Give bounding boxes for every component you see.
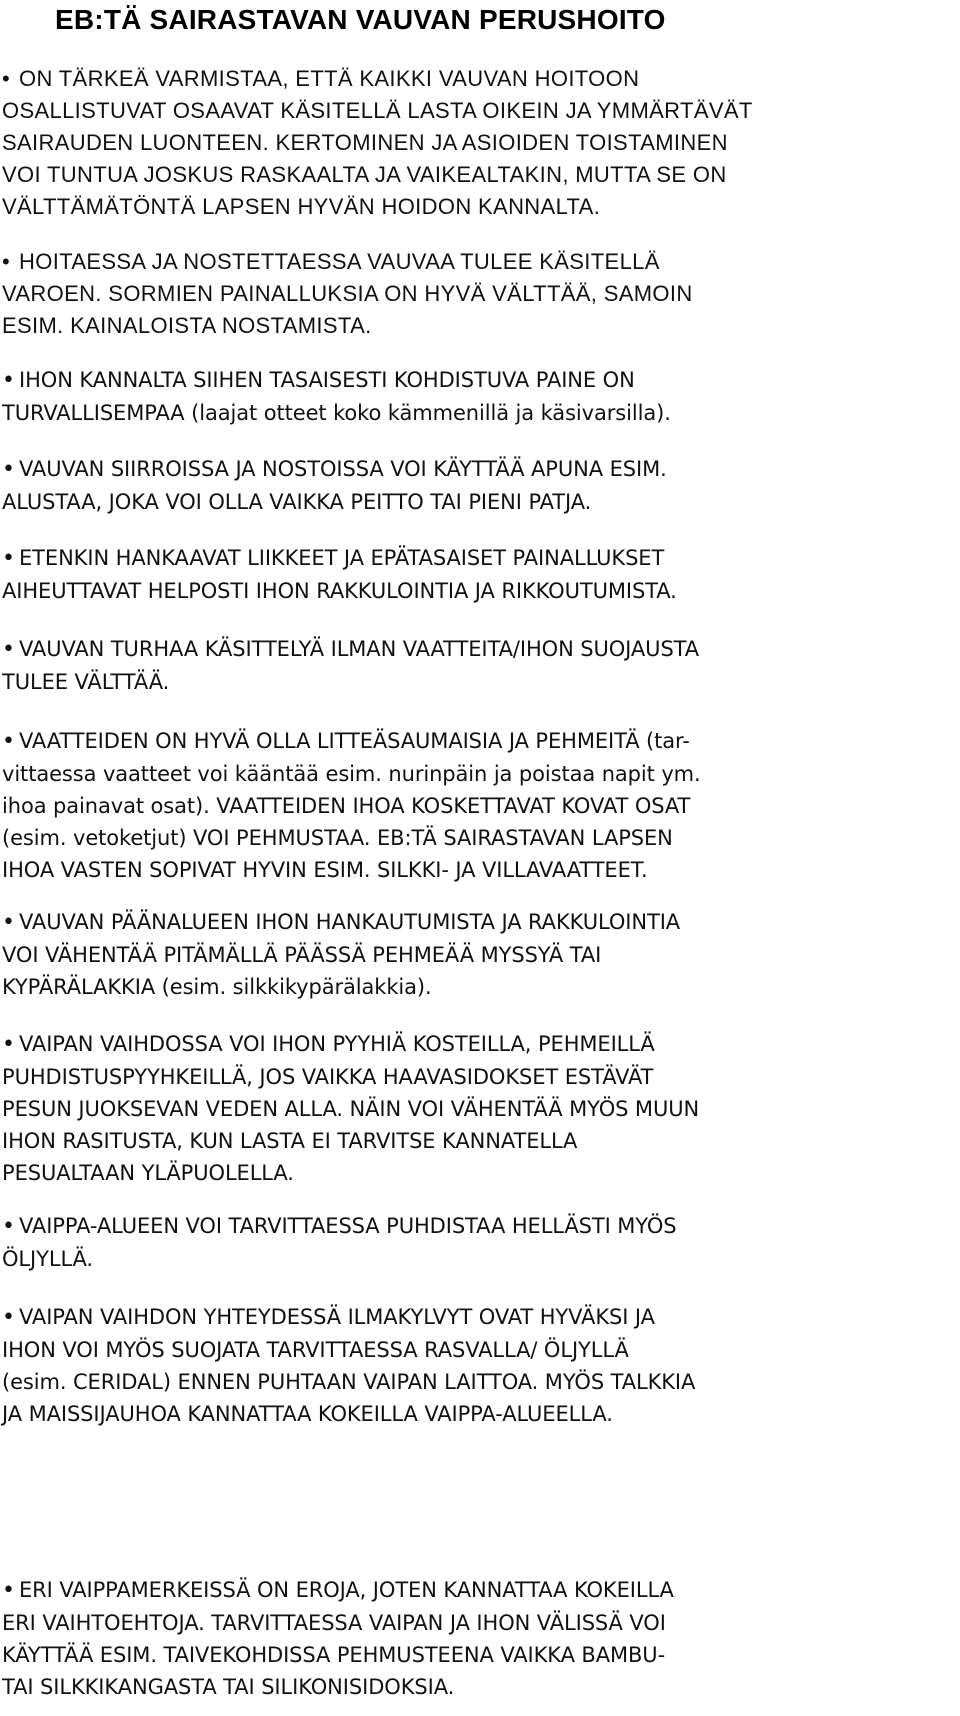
bullet-line: AIHEUTTAVAT HELPOSTI IHON RAKKULOINTIA JA RIKKOUTUMISTA.: [2, 579, 677, 603]
bullet-line: • VAIPAN VAIHDOSSA VOI IHON PYYHIÄ KOSTEILLA, PEHMEILLÄ: [2, 1028, 952, 1061]
bullet-line: JA MAISSIJAUHOA KANNATTAA KOKEILLA VAIPPA-ALUEELLA.: [2, 1402, 613, 1426]
bullet-line: • HOITAESSA JA NOSTETTAESSA VAUVAA TULEE KÄSITELLÄ: [2, 246, 952, 278]
bullet-line: VOI TUNTUA JOSKUS RASKAALTA JA VAIKEALTAKIN, MUTTA SE ON: [2, 162, 727, 187]
bullet-item-avoid-handling: [2, 633, 952, 698]
bullet-icon: •: [2, 249, 11, 274]
bullet-line: • ETENKIN HANKAAVAT LIIKKEET JA EPÄTASAISET PAINALLUKSET: [2, 542, 952, 575]
bullet-item-diaper-change-cleaning: [2, 1028, 952, 1189]
bullet-line: • VAUVAN SIIRROISSA JA NOSTOISSA VOI KÄYTTÄÄ APUNA ESIM.: [2, 453, 952, 486]
bullet-line: IHON RASITUSTA, KUN LASTA EI TARVITSE KANNATELLA: [2, 1129, 578, 1153]
bullet-line: TAI SILKKIKANGASTA TAI SILIKONISIDOKSIA.: [2, 1675, 455, 1699]
bullet-line: ALUSTAA, JOKA VOI OLLA VAIKKA PEITTO TAI PIENI PATJA.: [2, 490, 592, 514]
bullet-line: (esim. vetoketjut) VOI PEHMUSTAA. EB:TÄ SAIRASTAVAN LAPSEN: [2, 826, 673, 850]
bullet-line: PUHDISTUSPYYHKEILLÄ, JOS VAIKKA HAAVASIDOKSET ESTÄVÄT: [2, 1065, 654, 1089]
bullet-line: VAROEN. SORMIEN PAINALLUKSIA ON HYVÄ VÄLTTÄÄ, SAMOIN: [2, 281, 693, 306]
bullet-line: ESIM. KAINALOISTA NOSTAMISTA.: [2, 313, 372, 338]
bullet-icon: •: [2, 1578, 15, 1603]
page-title: EB:TÄ SAIRASTAVAN VAUVAN PERUSHOITO: [55, 4, 666, 35]
bullet-line: IHOA VASTEN SOPIVAT HYVIN ESIM. SILKKI- JA VILLAVAATTEET.: [2, 858, 648, 882]
bullet-line: • VAIPAN VAIHDON YHTEYDESSÄ ILMAKYLVYT OVAT HYVÄKSI JA: [2, 1301, 952, 1334]
bullet-line: ihoa painavat osat). VAATTEIDEN IHOA KOSKETTAVAT KOVAT OSAT: [2, 794, 691, 818]
bullet-icon: •: [2, 1214, 15, 1239]
bullet-item-transfer-support: [2, 453, 952, 518]
bullet-item-rubbing-movements: [2, 542, 952, 607]
bullet-line: KYPÄRÄLAKKIA (esim. silkkikypärälakkia).: [2, 975, 432, 999]
bullet-item-oil-cleaning: [2, 1210, 952, 1275]
bullet-line: • ERI VAIPPAMERKEISSÄ ON EROJA, JOTEN KANNATTAA KOKEILLA: [2, 1574, 952, 1607]
bullet-line: PESUALTAAN YLÄPUOLELLA.: [2, 1161, 294, 1185]
bullet-line: • IHON KANNALTA SIIHEN TASAISESTI KOHDISTUVA PAINE ON: [2, 364, 952, 397]
bullet-line: VOI VÄHENTÄÄ PITÄMÄLLÄ PÄÄSSÄ PEHMEÄÄ MYSSYÄ TAI: [2, 943, 602, 967]
bullet-line: TURVALLISEMPAA (laajat otteet koko kämmenillä ja käsivarsilla).: [2, 401, 671, 425]
bullet-line: ERI VAIHTOEHTOJA. TARVITTAESSA VAIPAN JA IHON VÄLISSÄ VOI: [2, 1611, 666, 1635]
bullet-icon: •: [2, 368, 15, 393]
bullet-item-air-baths: [2, 1301, 952, 1430]
bullet-line: KÄYTTÄÄ ESIM. TAIVEKOHDISSA PEHMUSTEENA VAIKKA BAMBU-: [2, 1643, 666, 1667]
bullet-item-even-pressure: [2, 364, 952, 429]
bullet-line: OSALLISTUVAT OSAAVAT KÄSITELLÄ LASTA OIKEIN JA YMMÄRTÄVÄT: [2, 98, 753, 123]
bullet-line: • VAATTEIDEN ON HYVÄ OLLA LITTEÄSAUMAISIA JA PEHMEITÄ (tar-: [2, 725, 952, 758]
bullet-line: SAIRAUDEN LUONTEEN. KERTOMINEN JA ASIOIDEN TOISTAMINEN: [2, 130, 728, 155]
bullet-line: • VAUVAN TURHAA KÄSITTELYÄ ILMAN VAATTEITA/IHON SUOJAUSTA: [2, 633, 952, 666]
bullet-line: (esim. CERIDAL) ENNEN PUHTAAN VAIPAN LAITTOA. MYÖS TALKKIA: [2, 1370, 696, 1394]
bullet-item-care-awareness: [2, 63, 952, 223]
bullet-line: • VAIPPA-ALUEEN VOI TARVITTAESSA PUHDISTAA HELLÄSTI MYÖS: [2, 1210, 952, 1243]
bullet-icon: •: [2, 729, 15, 754]
bullet-item-diaper-brands: [2, 1574, 952, 1703]
bullet-line: ÖLJYLLÄ.: [2, 1247, 94, 1271]
bullet-icon: •: [2, 66, 11, 91]
bullet-line: VÄLTTÄMÄTÖNTÄ LAPSEN HYVÄN HOIDON KANNALTA.: [2, 194, 601, 219]
bullet-item-careful-lifting: [2, 246, 952, 342]
bullet-icon: •: [2, 1305, 15, 1330]
bullet-line: TULEE VÄLTTÄÄ.: [2, 670, 170, 694]
bullet-icon: •: [2, 637, 15, 662]
bullet-icon: •: [2, 546, 15, 571]
bullet-line: • ON TÄRKEÄ VARMISTAA, ETTÄ KAIKKI VAUVAN HOITOON: [2, 63, 952, 95]
bullet-item-clothing: [2, 725, 952, 886]
bullet-line: IHON VOI MYÖS SUOJATA TARVITTAESSA RASVALLA/ ÖLJYLLÄ: [2, 1338, 629, 1362]
bullet-line: PESUN JUOKSEVAN VEDEN ALLA. NÄIN VOI VÄHENTÄÄ MYÖS MUUN: [2, 1097, 700, 1121]
bullet-icon: •: [2, 910, 15, 935]
bullet-line: • VAUVAN PÄÄNALUEEN IHON HANKAUTUMISTA JA RAKKULOINTIA: [2, 906, 952, 939]
bullet-icon: •: [2, 457, 15, 482]
bullet-icon: •: [2, 1032, 15, 1057]
bullet-item-head-protection: [2, 906, 952, 1003]
bullet-line: vittaessa vaatteet voi kääntää esim. nurinpäin ja poistaa napit ym.: [2, 762, 701, 786]
